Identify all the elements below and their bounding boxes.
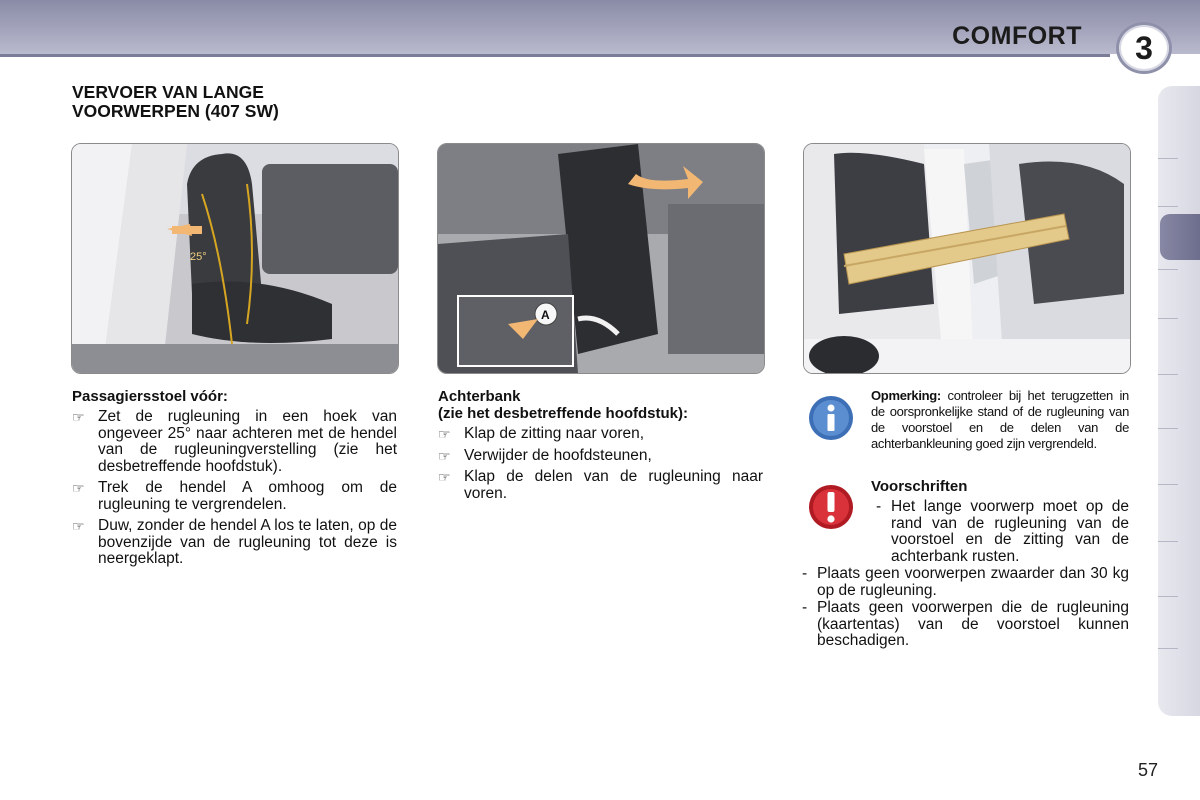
long-object-photo xyxy=(803,143,1131,374)
rear-bench-photo xyxy=(437,143,765,374)
pointing-hand-icon: ☞ xyxy=(72,409,85,425)
pointing-hand-icon: ☞ xyxy=(438,469,451,485)
header-rule xyxy=(0,54,1110,57)
pointing-hand-icon: ☞ xyxy=(438,426,451,442)
section-title-line-2: VOORWERPEN (407 SW) xyxy=(72,101,279,121)
col1-bullet-list xyxy=(72,409,397,573)
list-item: ☞ Zet de rugleuning in een hoek van ongeveer 25° naar achteren met de hendel van de rugleuningverstelling (zie het desbetreffende hoofdstuk). xyxy=(72,408,397,475)
chapter-title: COMFORT xyxy=(952,22,1082,50)
active-chapter-tab[interactable] xyxy=(1160,214,1200,260)
list-item: ☞ Verwijder de hoofdsteunen, xyxy=(438,446,652,464)
list-item: ☞ Trek de hendel A omhoog om de rugleuning te vergrendelen. xyxy=(72,479,397,513)
col2-heading-line-2: (zie het desbetreffende hoofdstuk): xyxy=(438,405,689,422)
page-number: 57 xyxy=(1137,760,1158,780)
list-item: ☞ Klap de delen van de rugleuning naar voren. xyxy=(438,468,763,502)
list-item: ☞ Klap de zitting naar voren, xyxy=(438,425,645,442)
pointing-hand-icon: ☞ xyxy=(438,447,451,464)
section-title xyxy=(72,83,279,121)
lever-label: A xyxy=(541,308,550,322)
col2-heading-line-1: Achterbank xyxy=(438,388,521,405)
pointing-hand-icon: ☞ xyxy=(72,480,85,496)
warning-title: Voorschriften xyxy=(871,478,968,495)
chapter-number-badge: 3 xyxy=(1116,22,1172,74)
rule-item: - Plaats geen voorwerpen die de rugleuning (kaartentas) van de voorstoel kunnen beschadigen. xyxy=(802,599,1129,649)
col2-bullet-list xyxy=(438,426,763,507)
note-text: Opmerking: controleer bij het terugzetten in de oorspronkelijke stand of de rugleuning van de voorstoel en de delen van de achterbankleuning goed zijn vergrendeld. xyxy=(871,388,1129,451)
list-item: ☞ Duw, zonder de hendel A los te laten, op de bovenzijde van de rugleuning tot deze is neergeklapt. xyxy=(72,517,397,567)
chapter-side-tabs xyxy=(1158,86,1200,716)
front-seat-photo xyxy=(71,143,399,374)
angle-label: 25° xyxy=(190,251,207,263)
col1-heading: Passagiersstoel vóór: xyxy=(72,388,228,405)
pointing-hand-icon: ☞ xyxy=(72,518,85,534)
rule-item: - Het lange voorwerp moet op de rand van de rugleuning van de voorstoel en de zitting van de achterbank rusten. xyxy=(876,498,1129,565)
rule-item: - Plaats geen voorwerpen zwaarder dan 30 kg op de rugleuning. xyxy=(802,565,1129,599)
warning-icon xyxy=(808,484,854,530)
info-icon xyxy=(808,395,854,441)
section-title-line-1: VERVOER VAN LANGE xyxy=(72,82,264,102)
col2-heading xyxy=(438,388,688,422)
